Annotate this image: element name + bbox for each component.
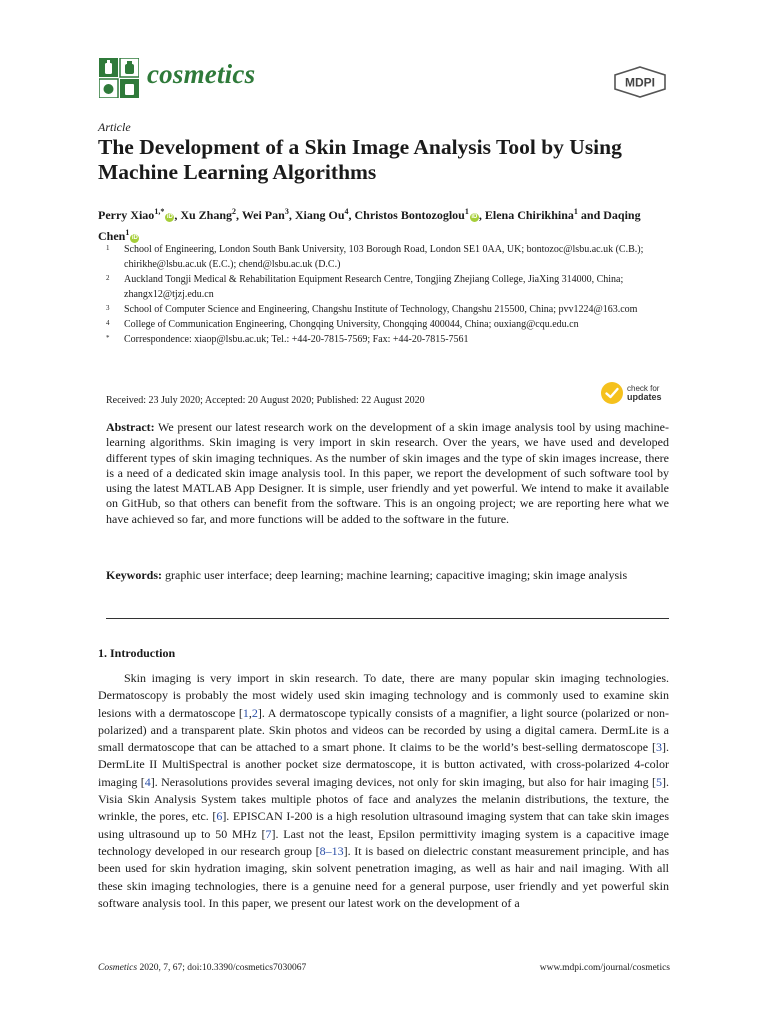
cosmetics-journal-logo-icon: [99, 58, 139, 98]
author-separator: ,: [348, 208, 355, 222]
abstract-text: We present our latest research work on the development of a skin image analysis tool by using machine-learning algorithms. Skin imaging is very import in skin research. Over the years, we have used and developed different types of skin imaging techniques. As the number of skin images and the type of skin images increase, there is a need of a dedicated skin image analysis tool. In this paper, we report the development of such software tool by using the latest MATLAB App Designer. It is simple, user friendly and yet powerful. We intend to make it available on GitHub, so that others can benefit from the software. This is an ongoing project; we are reporting here what we have achieved so far, and more functions will be added to the software in the future.: [106, 420, 669, 526]
journal-name: cosmetics: [147, 59, 256, 89]
mdpi-logo-icon: [612, 66, 668, 98]
check-updates-icon: [600, 381, 624, 405]
author-name[interactable]: Xu Zhang: [180, 208, 233, 222]
author-name[interactable]: Elena Chirikhina: [484, 208, 574, 222]
affiliation-marker: *: [106, 334, 110, 342]
author-affiliation-marker: 2: [232, 207, 237, 216]
author-name[interactable]: Xiang Ou: [294, 208, 345, 222]
affiliation-text: College of Communication Engineering, Chongqing University, Chongqing 400044, China; ouxiang@cqu.edu.cn: [124, 319, 579, 330]
affiliation-item: [106, 302, 674, 317]
footer-citation-text: 2020, 7, 67; doi:10.3390/cosmetics7030067: [137, 963, 307, 973]
reference-link[interactable]: 1: [242, 705, 249, 720]
author-affiliation-marker: 1: [125, 228, 130, 237]
affiliation-item: [106, 317, 674, 332]
section-divider: [106, 618, 669, 619]
footer-journal-url[interactable]: www.mdpi.com/journal/cosmetics: [539, 963, 670, 973]
author-name[interactable]: Christos Bontozoglou: [354, 208, 465, 222]
affiliations: [106, 242, 674, 347]
affiliation-marker: 2: [106, 274, 110, 282]
author-name[interactable]: Wei Pan: [241, 208, 285, 222]
affiliation-marker: 3: [106, 304, 110, 312]
reference-link[interactable]: 8–13: [319, 843, 344, 858]
author-affiliation-marker: 1: [464, 207, 469, 216]
orcid-icon[interactable]: iD: [471, 214, 478, 220]
affiliation-item: [106, 272, 674, 302]
author-name[interactable]: Daqing Chen: [98, 208, 641, 243]
affiliation-item: [106, 242, 674, 272]
check-updates-line1: check for: [627, 384, 660, 393]
affiliation-marker: 4: [106, 319, 110, 327]
author-separator: ,: [478, 208, 485, 222]
reference-link[interactable]: 2: [251, 705, 258, 720]
section-heading: 1. Introduction: [98, 646, 176, 660]
footer-journal: Cosmetics: [98, 963, 138, 973]
author-name[interactable]: Perry Xiao: [98, 208, 155, 222]
check-for-updates-badge[interactable]: [600, 381, 672, 407]
affiliation-text: Auckland Tongji Medical & Rehabilitation Equipment Research Centre, Tongjing Zhejiang College, JiaXing 314000, China; zhangx12@tjzj.edu.cn: [124, 274, 624, 300]
orcid-icon[interactable]: iD: [166, 214, 173, 220]
affiliation-text: Correspondence: xiaop@lsbu.ac.uk; Tel.: +44-20-7815-7569; Fax: +44-20-7815-7561: [124, 334, 469, 345]
footer-citation: [98, 963, 306, 973]
reference-link[interactable]: 6: [216, 809, 223, 824]
author-affiliation-marker: 4: [344, 207, 349, 216]
body-text-segment: ]. A dermatoscope typically consists of a magnifier, a light source (polarized or non-polarized) and a transparent plate. Skin photos and videos can be recorded by using a digital camera. DermLite is a small dermatoscope that can be attached to a smart phone. It claims to be the world’s best-selling dermatoscope [: [98, 705, 670, 755]
check-updates-line2: updates: [627, 392, 662, 402]
reference-link[interactable]: 5: [656, 774, 662, 789]
mdpi-logo-text: MDPI: [625, 75, 655, 90]
author-separator: ,: [236, 208, 242, 222]
author-separator: ,: [174, 208, 181, 222]
abstract-label: Abstract:: [106, 420, 155, 434]
reference-link[interactable]: 4: [144, 774, 151, 789]
body-text-segment: ]. Last not the least, Epsilon permittivity imaging system is a capacitive image technology developed in our research group [: [98, 826, 669, 858]
keywords: [106, 568, 669, 583]
reference-link[interactable]: 3: [656, 740, 662, 755]
affiliation-marker: 1: [106, 244, 110, 252]
author-affiliation-marker: 1,*: [154, 207, 165, 216]
affiliation-item: [106, 332, 674, 347]
abstract: [106, 420, 669, 527]
body-text-segment: ]. Nerasolutions provides several imaging devices, not only for skin imaging, but also for hair imaging [: [150, 774, 656, 789]
author-separator: and: [577, 208, 604, 222]
article-title: The Development of a Skin Image Analysis Tool by Using Machine Learning Algorithms: [98, 135, 622, 184]
introduction-paragraph: [98, 670, 669, 912]
author-affiliation-marker: 1: [573, 207, 578, 216]
body-text-segment: Skin imaging is very import in skin research. To date, there are many popular skin imaging technologies. Dermatoscopy is probably the most widely used skin imaging technology and is commonly used to examine skin lesions with a dermatoscope [: [98, 671, 669, 720]
keywords-label: Keywords:: [106, 568, 162, 582]
body-text-segment: ]. Visia Skin Analysis System takes multiple photos of face and analyzes the melanin distributions, the texture, the wrinkle, the pores, etc. [: [98, 774, 669, 824]
orcid-icon[interactable]: iD: [131, 235, 138, 241]
affiliation-text: School of Computer Science and Engineering, Changshu Institute of Technology, Changshu 215500, China; pvv1224@163.com: [124, 304, 638, 315]
body-text-segment: ]. It is based on dielectric constant measurement principle, and has been used for skin hydration imaging, skin solvent penetration imaging, as well as hair and nail imaging. With all these skin imaging technologies, there is a genuine need for a general purpose, user friendly and yet powerful skin software analysis tool. In this paper, we present our latest work on the development of a: [98, 843, 670, 910]
body-text-segment: ]. DermLite II MultiSpectral is another pocket size dermatoscope, it is button activated, with cross-polarized 4-color imaging [: [98, 740, 669, 789]
reference-link[interactable]: 7: [265, 826, 272, 841]
publication-dates: Received: 23 July 2020; Accepted: 20 August 2020; Published: 22 August 2020: [106, 395, 425, 406]
check-updates-text: [627, 384, 662, 402]
affiliation-text: School of Engineering, London South Bank University, 103 Borough Road, London SE1 0AA, UK; bontozoc@lsbu.ac.uk (C.B.); chirikhe@lsbu.ac.uk (E.C.); chend@lsbu.ac.uk (D.C.): [124, 244, 644, 270]
author-separator: ,: [288, 208, 295, 222]
keywords-text: graphic user interface; deep learning; machine learning; capacitive imaging; skin image analysis: [162, 568, 628, 582]
body-text-segment: ]. EPISCAN I-200 is a high resolution ultrasound imaging system that can take skin images using ultrasound up to 50 MHz [: [98, 809, 669, 841]
article-type: Article: [98, 120, 131, 134]
author-list: [98, 203, 673, 245]
body-text-segment: ,: [248, 705, 252, 720]
author-affiliation-marker: 3: [284, 207, 289, 216]
